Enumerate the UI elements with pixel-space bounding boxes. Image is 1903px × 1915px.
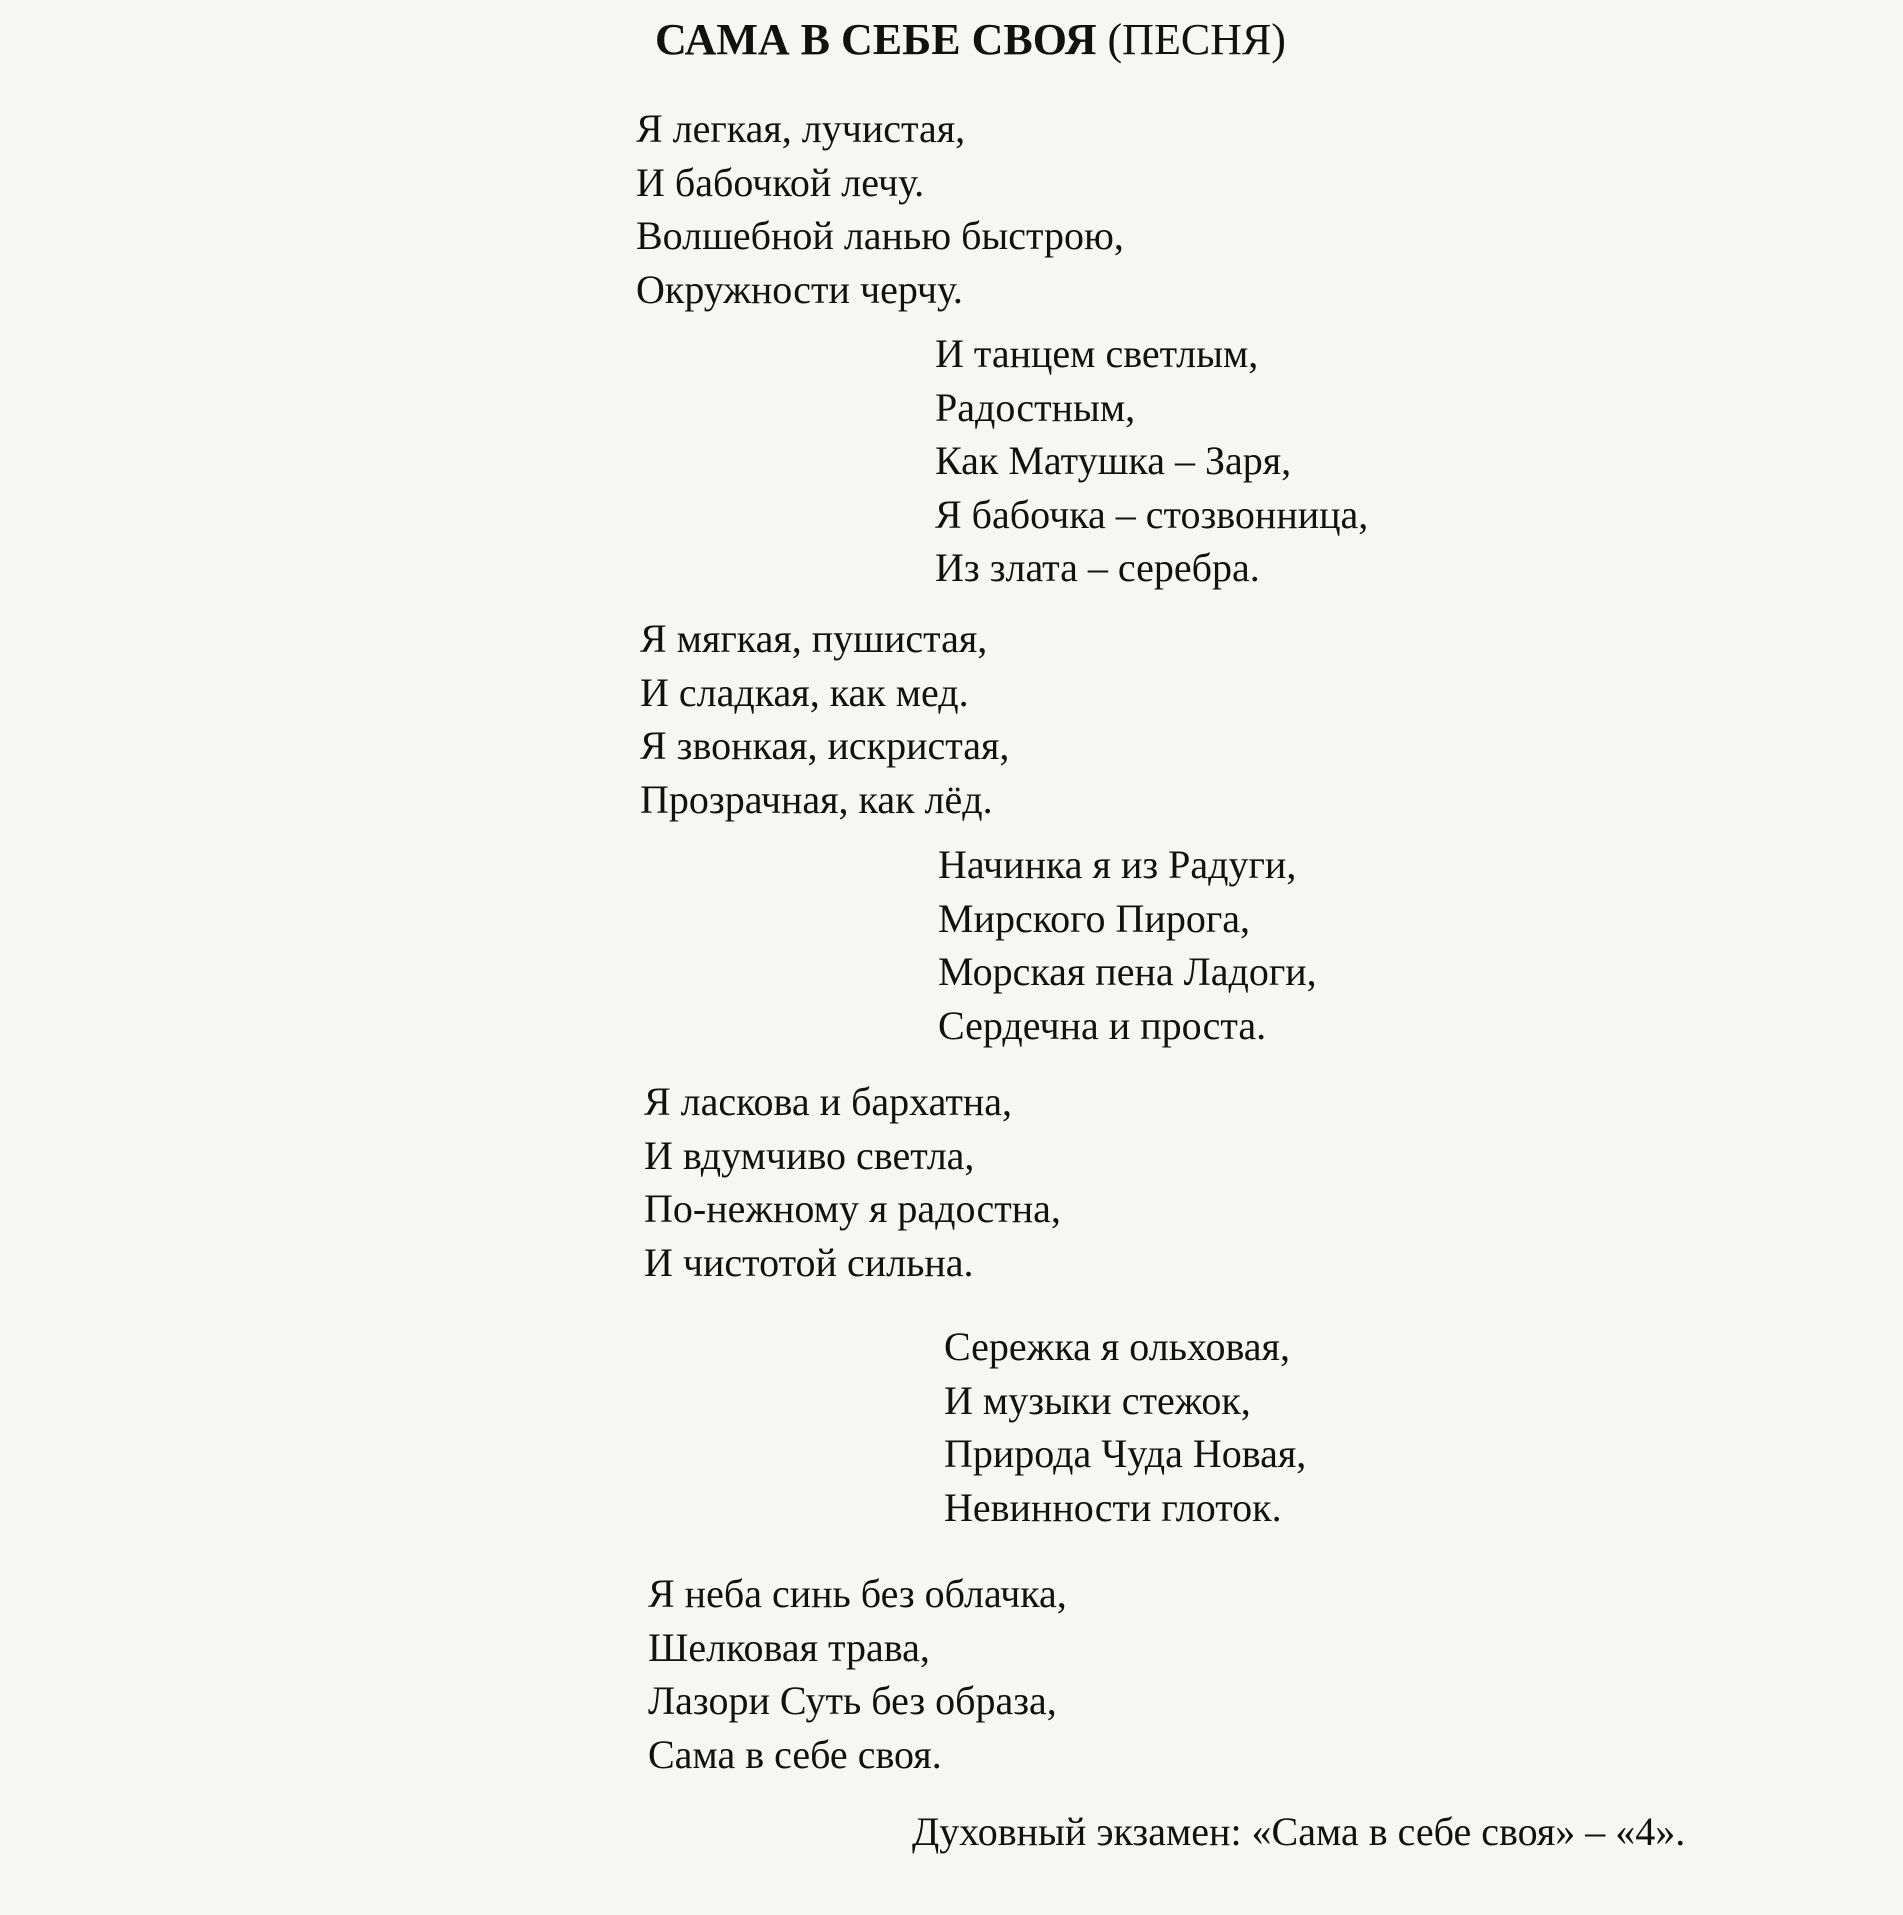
stanza-line: И сладкая, как мед.: [640, 669, 969, 715]
stanza-line: Лазори Суть без образа,: [648, 1678, 1057, 1723]
stanza-line: И чистотой сильна.: [644, 1239, 974, 1285]
exam-note: Духовный экзамен: «Сама в себе своя» – «4».: [912, 1809, 1686, 1854]
song-title-bold: САМА В СЕБЕ СВОЯ: [655, 15, 1097, 64]
stanza-line: Природа Чуда Новая,: [944, 1431, 1307, 1476]
stanza-line: И музыки стежок,: [944, 1377, 1251, 1423]
stanza-6: [944, 1320, 1306, 1534]
stanza-line: Начинка я из Радуги,: [938, 842, 1297, 887]
stanza-1: [636, 102, 1124, 316]
stanza-4: [938, 838, 1317, 1052]
stanza-line: И бабочкой лечу.: [636, 159, 925, 205]
stanza-line: Сердечна и проста.: [938, 1002, 1267, 1048]
stanza-line: Окружности черчу.: [636, 266, 963, 312]
stanza-line: Сережка я ольховая,: [944, 1324, 1290, 1369]
song-title: [655, 15, 1286, 64]
song-title-suffix: (ПЕСНЯ): [1096, 15, 1286, 64]
stanza-line: Я легкая, лучистая,: [636, 106, 966, 151]
stanza-line: Сама в себе своя.: [648, 1731, 942, 1777]
stanza-line: Морская пена Ладоги,: [938, 949, 1317, 994]
stanza-line: Из злата – серебра.: [935, 545, 1260, 590]
stanza-line: Я бабочка – стозвонница,: [935, 491, 1369, 537]
stanza-line: Невинности глоток.: [944, 1484, 1282, 1530]
stanza-line: Я мягкая, пушистая,: [640, 616, 988, 661]
stanza-line: Радостным,: [935, 384, 1136, 430]
stanza-line: По-нежному я радостна,: [644, 1186, 1061, 1231]
stanza-line: Прозрачная, как лёд.: [640, 776, 993, 822]
stanza-line: И танцем светлым,: [935, 331, 1259, 376]
stanza-line: Волшебной ланью быстрою,: [636, 213, 1124, 258]
stanza-line: Мирского Пирога,: [938, 895, 1250, 941]
stanza-3: [640, 612, 1009, 826]
stanza-line: Я ласкова и бархатна,: [644, 1079, 1013, 1124]
stanza-line: Как Матушка – Заря,: [935, 438, 1292, 483]
stanza-line: Я неба синь без облачка,: [648, 1571, 1067, 1616]
stanza-line: Я звонкая, искристая,: [640, 723, 1010, 768]
stanza-5: [644, 1075, 1061, 1289]
stanza-7: [648, 1567, 1067, 1781]
stanza-line: Шелковая трава,: [648, 1624, 930, 1670]
stanza-line: И вдумчиво светла,: [644, 1132, 975, 1178]
stanza-2: [935, 327, 1368, 595]
